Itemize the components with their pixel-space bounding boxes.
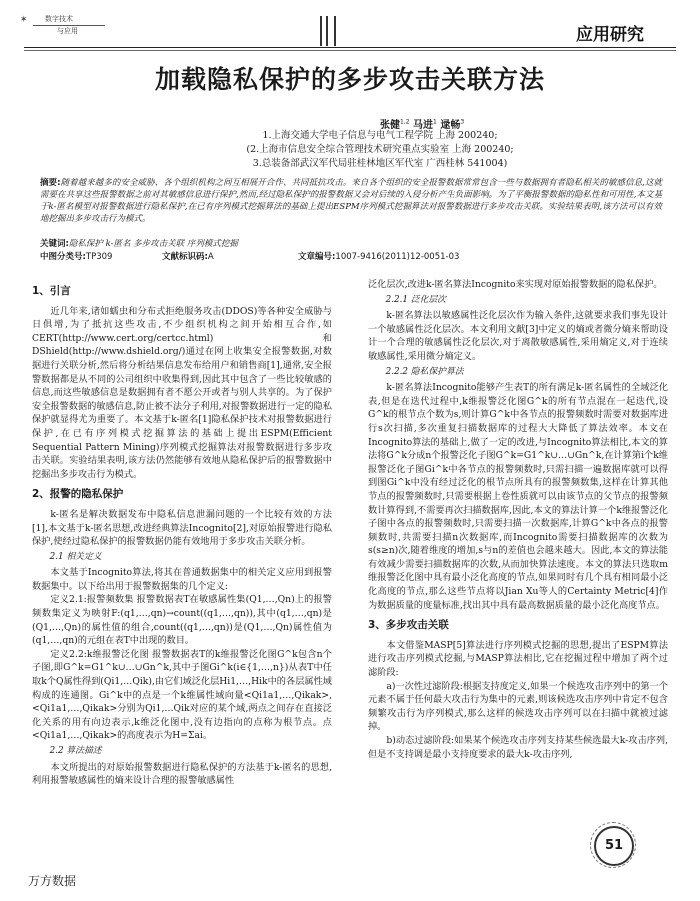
right-column xyxy=(368,278,668,761)
intro-paragraph: 近几年来,诸如蠕虫和分布式拒绝服务攻击(DDOS)等各种安全威胁与日俱增,为了抵抗这些攻击,不少组织机构之间开始相互合作,如CERT(http://www.cert.org/certcc.html)和DShield(http://www.dshield.org/)通过在网上收集安全报警数据,对数据进行关联分析,然后将分析结果信息发布给用户和销售商[1],通常,安全报警数据都是从不同的公司组织中收集得到,因此其中包含了一些比较敏感的信息,而这些敏感信息是数据拥有者不愿公开或者与别人共享的。为了保护安全报警数据的敏感信息,防止被不法分子利用,对报警数据进行一定的隐私保护就显得尤为重要了。本文基于k-匿名[1]隐私保护技术对报警数据进行保护,在已有序列模式挖掘算法的基础上提出ESPM(Efficient Sequential Pattern Mining)序列模式挖掘算法对报警数据进行多步攻击关联。实验结果表明,该方法仍然能够有效地从隐私保护后的报警数据中挖掘出多步攻击行为模式。 xyxy=(32,305,332,480)
section-2-heading: 2、报警的隐私保护 xyxy=(32,488,124,501)
abstract-text: 随着越来越多的安全威胁、各个组织机构之间互相展开合作、共同抵抗攻击。来自各个组织的安全报警数据常常包含一些与数据拥有者隐私相关的敏感信息,这就需要在共享这些报警数据之前对其敏感信息进行保护,然而,经过隐私保护的报警数据又会对后续的入侵分析产生负面影响。为了平衡报警数据的隐私性和可用性,本文基于k-匿名模型对报警数据进行隐私保护,在已有序列模式挖掘算法的基础上提出ESPM序列模式挖掘算法对报警数据进行多步攻击关联。实验结果表明,该方法可以有效地挖掘出多步攻击行为模式。 xyxy=(40,178,662,224)
abstract xyxy=(40,177,662,225)
keywords-text: 隐私保护 k-匿名 多步攻击关联 序列模式挖掘 xyxy=(68,239,238,249)
classification-label: 中图分类号: xyxy=(40,252,86,262)
algorithm-paragraph: 本文所提出的对原始报警数据进行隐私保护的方法基于k-匿名的思想,利用报警敏感属性的熵来设计合理的报警敏感属性 xyxy=(32,761,332,787)
abstract-label: 摘要: xyxy=(40,178,61,188)
section-label: 应用研究 xyxy=(576,25,644,45)
privacy-paragraph: k-匿名是解决数据发布中隐私信息泄漏问题的一个比较有效的方法[1],本文基于k-匿名思想,改进经典算法Incognito[2],对原始报警进行隐私保护,使经过隐私保护的报警数据仍能有效地用于多步攻击关联分析。 xyxy=(32,508,332,548)
journal-line2: 与应用 xyxy=(57,27,78,35)
right-continuation: 泛化层次,改进k-匿名算法Incognito来实现对原始报警数据的隐私保护。 xyxy=(368,279,663,290)
header-rule xyxy=(24,47,676,48)
article-number xyxy=(298,250,459,262)
paper-title: 加载隐私保护的多步攻击关联方法 xyxy=(154,65,545,94)
left-column xyxy=(32,278,332,788)
section-2-2-1-heading: 2.2.1 泛化层次 xyxy=(385,294,446,305)
author-3-sup: 3 xyxy=(460,118,465,126)
footer-brand: 万方数据 xyxy=(28,874,77,888)
generalization-paragraph: k-匿名算法以敏感属性泛化层次作为输入条件,这就要求我们事先设计一个敏感属性泛化层次。本文利用文献[3]中定义的熵或者微分熵来帮助设计一个合理的敏感属性泛化层次,对于离散敏感属性,采用熵定义,对于连续敏感属性,采用微分熵定义。 xyxy=(368,310,668,362)
classification-value: TP309 xyxy=(85,252,113,262)
filter-b-paragraph: b)动态过滤阶段:如果某个候选攻击序列支持某些候选最大k-攻击序列,但是不支持调是最小支持度要求的最大k-攻击序列, xyxy=(368,735,668,760)
journal-name xyxy=(33,14,115,48)
header-divider-bars xyxy=(318,16,338,46)
author-2-sup: 1 xyxy=(433,118,437,126)
journal-line1: 数字技术 xyxy=(33,14,105,26)
keywords-label: 关键词: xyxy=(40,239,69,249)
section-2-1-heading: 2.1 相关定义 xyxy=(49,551,102,562)
affiliation-1: 1.上海交通大学电子信息与电气工程学院 上海 200240; xyxy=(262,130,498,141)
page-number-badge xyxy=(594,826,634,866)
section-2-2-2-heading: 2.2.2 隐私保护算法 xyxy=(385,366,464,377)
journal-logo-icon: ✶ xyxy=(20,15,28,25)
section-2-2-heading: 2.2 算法描述 xyxy=(49,746,102,756)
keywords xyxy=(40,238,662,250)
author-1: 张健 xyxy=(380,120,400,131)
author-1-sup: 1,2 xyxy=(400,118,410,126)
filter-a-paragraph: a)一次性过滤阶段:根据支持度定义,如果一个候选攻击序列中的第一个元素不属于任何最大攻击行为集中的元素,则该候选攻击序列中肯定不包含频繁攻击行为序列模式,那么这样的候选攻击序列可以在扫描中就被过滤掉。 xyxy=(368,680,668,733)
author-3: 逯畅 xyxy=(440,120,461,131)
article-number-value: 1007-9416(2011)12-0051-03 xyxy=(335,252,460,262)
classification-number xyxy=(40,250,112,262)
privacy-algorithm-paragraph: k-匿名算法Incognito能够产生表T的所有满足k-匿名属性的全域泛化表,但是在迭代过程中,k维报警泛化图G^k的所有节点混在一起迭代,设G^k的根节点个数为s,则计算G^k中各节点的报警频数时需要对数据库进行s次扫描,多次重复扫描数据库的过程大大降低了算法效率。本文在Incognito算法的基础上,做了一定的改进,与Incognito算法相比,本文的算法将G^k分成n个报警泛化子图G^k=G1^k∪…∪Gn^k,在计算第i个k维报警泛化子图Gi^k中各节点的报警频数时,只需扫描一遍数据库就可以得到图Gi^k中没有经过泛化的根节点所具有的报警频数集,这样在计算其他节点的报警频数时,只需要根据上卷性质就可以由该节点的父节点的报警频数计算得到,不需要再次扫描数据库,因此,本文的算法计算一个k维报警泛化子图中各点的报警频数时,只需要扫描一次数据库,计算G^k中各点的报警频数时,共需要扫描n次数据库,而Incognito需要扫描数据库的次数为s(s≥n)次,随着维度的增加,s与n的差值也会越来越大。因此,本文的算法能有效减少需要扫描数据库的次数,从而加快算法速度。本文的算法只选取m维报警泛化图中具有最小泛化高度的节点,如果同时有几个具有相同最小泛化高度的节点,那么这些节点将以Jian Xu等人的Certainty Metric[4]作为数据质量的度量标准,找出其中具有最高数据质量的最小泛化高度节点。 xyxy=(368,382,668,611)
multistep-paragraph: 本文借鉴MASP[5]算法进行序列模式挖掘的思想,提出了ESPM算法进行攻击序列模式挖掘,与MASP算法相比,它在挖掘过程中增加了两个过滤阶段: xyxy=(368,639,668,679)
definition-2-1: 定义2.1:报警频数集 报警数据表T在敏感属性集(Q1,…,Qn)上的报警频数集定义为映射F:(q1,…,qn)→count((q1,…,qn)),其中(q1,…,qn)是(Q1,…,Qn)的属性值的组合,count((q1,…,qn))是(Q1,…,Qn)属性值为(q1,…,qn)的元组在表T中出现的数目。 xyxy=(32,594,332,647)
document-code xyxy=(162,250,214,262)
section-1-heading: 1、引言 xyxy=(32,285,71,297)
document-code-value: A xyxy=(207,252,214,262)
article-number-label: 文章编号: xyxy=(298,252,336,262)
document-code-label: 文献标识码: xyxy=(162,252,208,262)
section-3-heading: 3、多步攻击关联 xyxy=(368,619,449,632)
affiliation-3: 3.总装备部武汉军代局驻桂林地区军代室 广西桂林 541004) xyxy=(252,158,508,169)
header-rule-thin xyxy=(24,50,676,51)
affiliation-2: (2.上海市信息安全综合管理技术研究重点实验室 上海 200240; xyxy=(246,144,514,155)
definitions-intro: 本文基于Incognito算法,将其在普通数据集中的相关定义应用到报警数据集中。以下给出用于报警数据集的几个定义: xyxy=(32,567,332,592)
author-2: 马进 xyxy=(413,120,434,131)
page-number: 51 xyxy=(604,838,624,853)
definition-2-2: 定义2.2:k维报警泛化图 报警数据表T的k维报警泛化图G^k包含n个子图,即G^k=G1^k∪…∪Gn^k,其中子图Gi^k(i∈{1,…,n})从表T中任取k个Q属性得到(Qi1,…Qik),由它们域泛化层Hi1,…,Hik中的各层属性域构成的连通图。Gi^k中的点是一个k维属性域向量<Qi1a1,…,Qikak>,<Qi1a1,…,Qikak>分别为Qi1,…Qik对应的某个域,两点之间存在直接泛化关系的用有向边表示,k维泛化图中,没有边指向的点称为根节点。点<Qi1a1,…,Qikak>的高度表示为H=Σai。 xyxy=(32,648,332,742)
